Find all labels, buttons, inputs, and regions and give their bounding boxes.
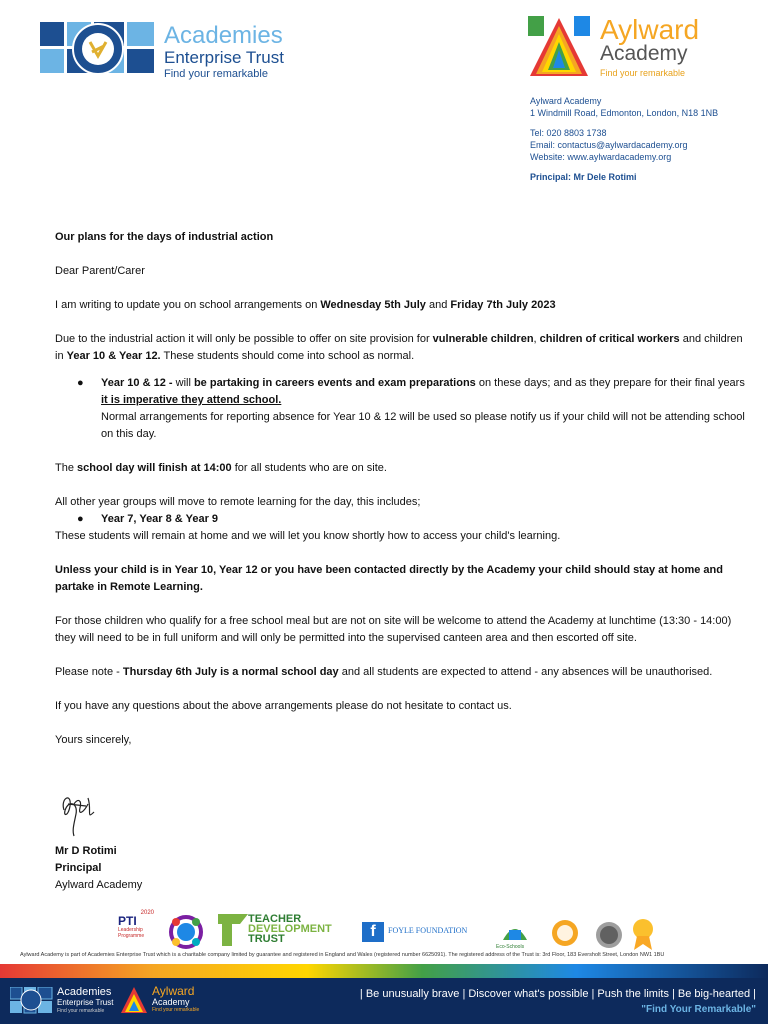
circle-logo [166,914,206,950]
signer-organisation: Aylward Academy [55,879,143,891]
aylward-name-line2: Academy [600,42,688,65]
partner-logos [110,908,670,954]
school-motto: "Find Your Remarkable" [641,1004,756,1015]
letter-heading: Our plans for the days of industrial action [55,231,274,243]
footer-aet-tagline: Find your remarkable [57,1008,105,1014]
award-badge-orange [548,918,582,948]
paragraph-provision: Due to the industrial action it will only be possible to offer on site provision for vulnerable children, children of critical workers and children in Year 10 & Year 12. These students should come into school as normal. [55,333,743,362]
footer-bar [0,978,768,1024]
award-badge-gold [630,918,656,952]
contact-block [530,95,718,183]
paragraph-dates: I am writing to update you on school arrangements on Wednesday 5th July and Friday 7th July 2023 [55,299,556,311]
signature [58,790,102,838]
bullet-list-years-7-9 [55,511,745,528]
foyle-label: FOYLE FOUNDATION [388,926,468,935]
letter-greeting: Dear Parent/Carer [55,265,145,277]
paragraph-free-school-meal: For those children who qualify for a free school meal but are not on site will be welcome to attend the Academy at lunchtime (13:30 - 14:00) they will need to be in full uniform and will only be permitted into the supervised canteen area and then escorted off site. [55,615,732,644]
tdt-logo-mark [218,914,248,946]
footer-aylward-logo-mark [120,986,148,1014]
aylward-logo-mark [528,16,590,78]
contact-name: Aylward Academy [530,96,602,106]
footer-aet-line2: Enterprise Trust [57,998,114,1007]
footer-aylward-tagline: Find your remarkable [152,1007,200,1013]
aet-name-line2: Enterprise Trust [164,48,284,67]
eco-schools-logo [500,916,530,946]
list-item: ● Year 10 & 12 - will be partaking in careers events and exam preparations on these days; and as they prepare for their final years it is imperative they attend school. Normal arrangements for reporting absence for Year 10 & 12 will be used so please notify us if your child will not be attending school on this day. [77,377,745,440]
aet-tagline: Find your remarkable [164,68,268,80]
school-values: | Be unusually brave | Discover what's possible | Push the limits | Be big-hearted | [359,988,756,1000]
contact-website: Website: www.aylwardacademy.org [530,152,672,162]
contact-address: 1 Windmill Road, Edmonton, London, N18 1NB [530,108,719,118]
letter-body [55,229,745,766]
aet-logo [40,22,310,80]
tdt-logo-text: TEACHER DEVELOPMENT TRUST [248,913,332,945]
aet-name-line1: Academies [164,22,283,49]
contact-tel: Tel: 020 8803 1738 [530,128,607,138]
pti-logo: 2020 PTI Leadership Programme [118,910,154,939]
footer-aylward-line2: Academy [152,997,190,1007]
list-item: ● Year 7, Year 8 & Year 9 [55,511,745,528]
rainbow-strip [0,964,768,978]
footer-aet-line1: Academies [57,986,112,998]
aylward-tagline: Find your remarkable [600,68,686,78]
paragraph-questions: If you have any questions about the above arrangements please do not hesitate to contact us. [55,700,512,712]
aylward-name-line1: Aylward [600,14,700,45]
bullet-icon: ● [77,513,84,525]
paragraph-remain-home: These students will remain at home and we will let you know shortly how to access your child's learning. [55,530,561,542]
aylward-logo [528,16,728,80]
award-badge-grey [592,920,626,950]
bullet-icon: ● [77,377,84,389]
contact-email: Email: contactus@aylwardacademy.org [530,140,688,150]
foyle-icon: f [362,922,384,942]
paragraph-finish-time: The school day will finish at 14:00 for all students who are on site. [55,462,387,474]
aet-logo-mark [40,22,156,76]
paragraph-normal-day: Please note - Thursday 6th July is a normal school day and all students are expected to attend - any absences will be unauthorised. [55,666,713,678]
signer-title: Principal [55,862,102,874]
eco-schools-label: Eco-Schools [496,944,525,950]
signer-name: Mr D Rotimi [55,845,117,857]
letter-closing: Yours sincerely, [55,734,132,746]
signoff [55,843,142,894]
footer-aet-logo-mark [10,987,54,1015]
paragraph-stay-home: Unless your child is in Year 10, Year 12 or you have been contacted directly by the Academy your child should stay at home and partake in Remote Learning. [55,564,723,593]
footer-aylward-line1: Aylward [152,984,195,998]
paragraph-remote: All other year groups will move to remote learning for the day, this includes; [55,496,421,508]
legal-notice: Aylward Academy is part of Academies Enterprise Trust which is a charitable company limited by guarantee and registered in England and Wales (registered number 6625091). The registered address of the Trust is: 3rd Floor, 183 Eversholt Street, London NW1 1BU [20,952,665,958]
bullet-list-years-10-12 [55,375,745,443]
contact-principal: Principal: Mr Dele Rotimi [530,172,637,182]
